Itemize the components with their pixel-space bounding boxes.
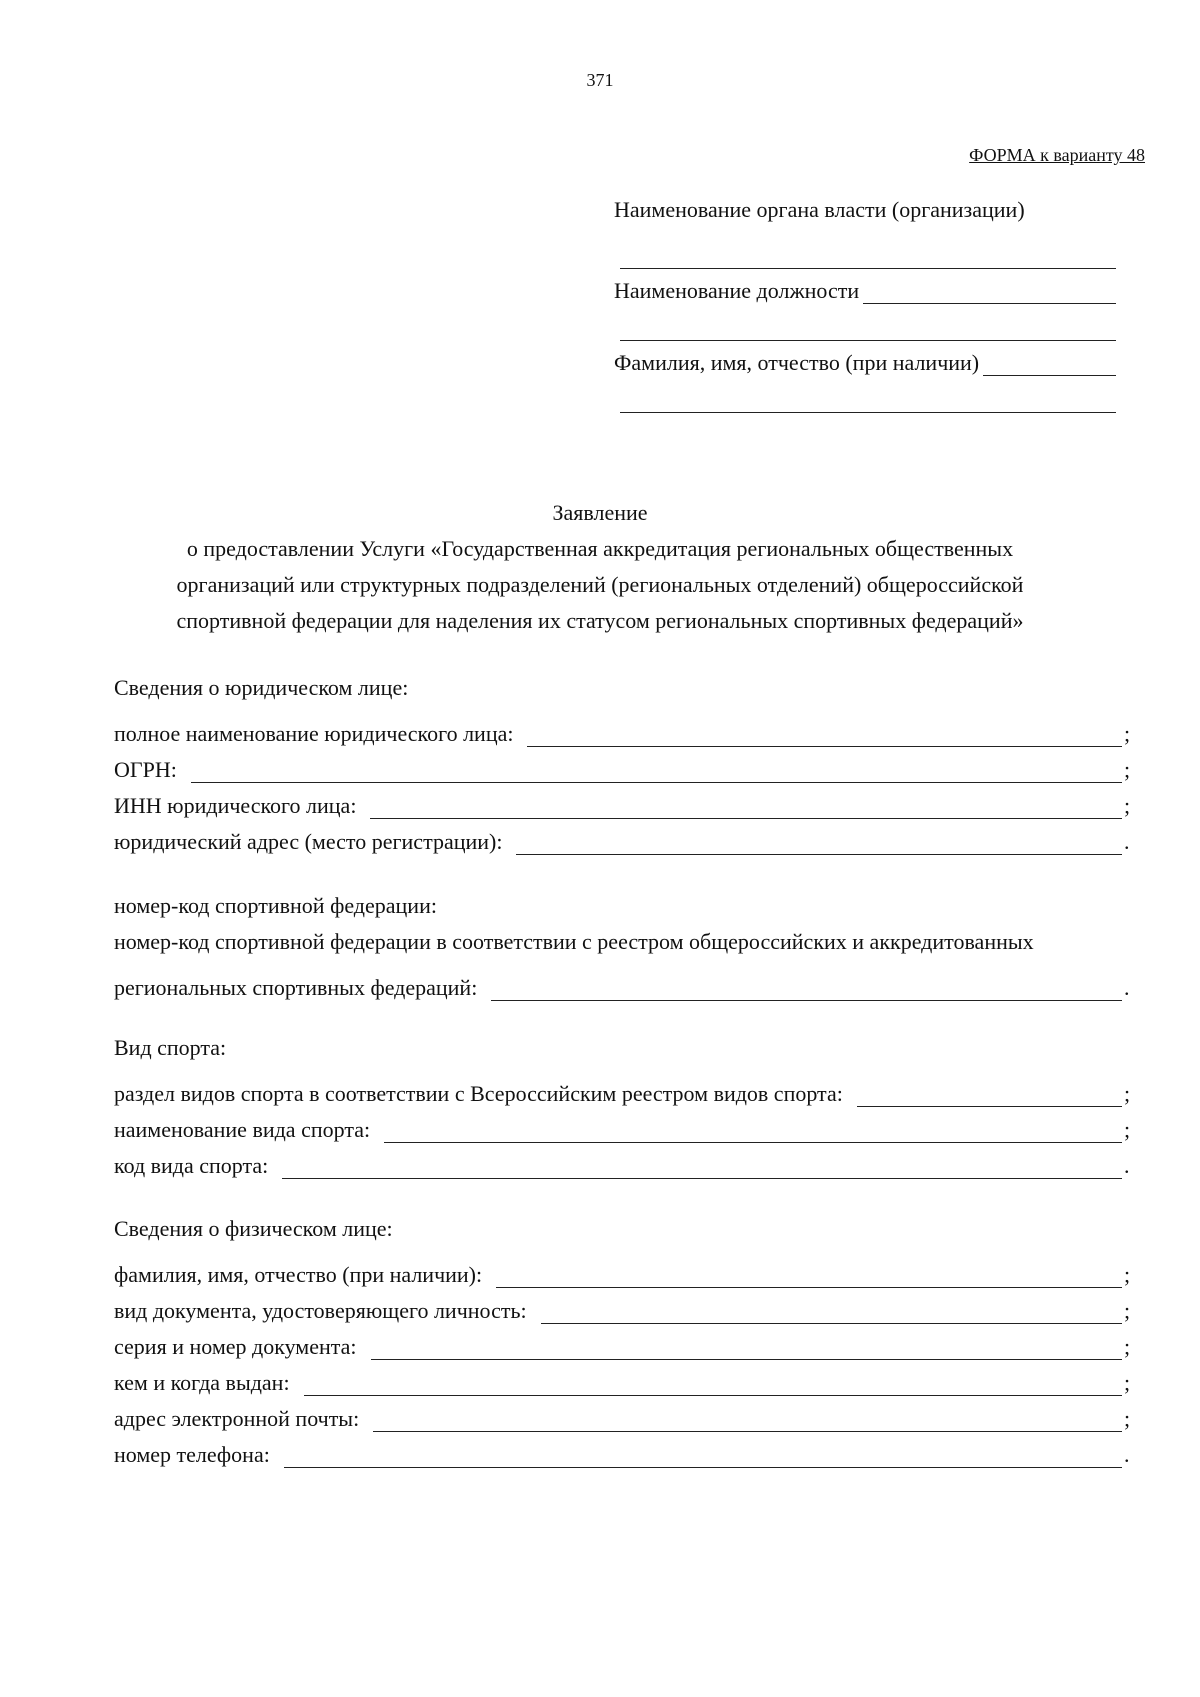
addressee-position-line[interactable] [620,340,1116,341]
period: . [1124,1442,1130,1467]
ogrn-row [114,747,1134,783]
period: . [1124,975,1130,1000]
full-name-label: полное наименование юридического лица: [114,721,514,746]
addressee-authority-line[interactable] [620,268,1116,269]
federation-code-label: региональных спортивных федераций: [114,975,478,1000]
doc-number-row [114,1324,1134,1360]
title-heading: Заявление [552,500,648,525]
title-line-1: о предоставлении Услуги «Государственная аккредитация региональных общественных [186,536,1014,561]
doc-type-field[interactable] [541,1301,1122,1324]
semicolon: ; [1124,1081,1131,1106]
semicolon: ; [1124,721,1131,746]
title-line-3: спортивной федерации для наделения их статусом региональных спортивных федераций» [176,608,1024,633]
sport-header: Вид спорта: [114,1035,227,1060]
semicolon: ; [1124,757,1131,782]
federation-line-1: номер-код спортивной федерации в соответствии с реестром общероссийских и аккредитованных [114,929,1034,954]
semicolon: ; [1124,1298,1131,1323]
inn-field[interactable] [370,796,1122,819]
issued-label: кем и когда выдан: [114,1370,290,1395]
sport-code-row [114,1143,1134,1179]
doc-number-label: серия и номер документа: [114,1334,357,1359]
person-section [114,1216,1134,1468]
legal-address-label: юридический адрес (место регистрации): [114,829,503,854]
email-field[interactable] [373,1409,1122,1432]
federation-code-field[interactable] [491,978,1122,1001]
person-fio-label: фамилия, имя, отчество (при наличии): [114,1262,483,1287]
phone-field[interactable] [284,1445,1122,1468]
sport-code-label: код вида спорта: [114,1153,269,1178]
sport-name-field[interactable] [384,1120,1122,1143]
inn-label: ИНН юридического лица: [114,793,357,818]
phone-label: номер телефона: [114,1442,270,1467]
issued-field[interactable] [304,1373,1122,1396]
ogrn-field[interactable] [191,760,1122,783]
semicolon: ; [1124,1334,1131,1359]
legal-entity-full-name-row [114,711,1134,747]
semicolon: ; [1124,1406,1131,1431]
email-label: адрес электронной почты: [114,1406,360,1431]
addressee-position-label: Наименование должности [614,278,860,303]
addressee-fio-row [614,350,1116,376]
doc-type-label: вид документа, удостоверяющего личность: [114,1298,527,1323]
person-fio-field[interactable] [496,1265,1122,1288]
doc-number-field[interactable] [371,1337,1122,1360]
person-fio-row [114,1252,1134,1288]
semicolon: ; [1124,793,1131,818]
addressee-position-row [614,278,1116,304]
legal-address-row [114,819,1134,855]
semicolon: ; [1124,1117,1131,1142]
ogrn-label: ОГРН: [114,757,177,782]
full-name-field[interactable] [527,724,1122,747]
legal-entity-section [114,675,1134,855]
page-number: 371 [586,70,614,90]
federation-code-row [114,965,1134,1001]
person-header: Сведения о физическом лице: [114,1216,393,1241]
inn-row [114,783,1134,819]
sport-name-label: наименование вида спорта: [114,1117,371,1142]
sport-section [114,1035,1134,1179]
federation-section [114,893,1134,1001]
semicolon: ; [1124,1370,1131,1395]
addressee-fio-line[interactable] [620,412,1116,413]
phone-row [114,1432,1134,1468]
form-label: ФОРМА к варианту 48 [969,145,1145,165]
addressee-authority-label: Наименование органа власти (организации) [614,197,1025,222]
sport-code-field[interactable] [282,1156,1122,1179]
legal-entity-header: Сведения о юридическом лице: [114,675,409,700]
addressee-position-field[interactable] [863,281,1116,304]
sport-section-label: раздел видов спорта в соответствии с Всероссийским реестром видов спорта: [114,1081,843,1106]
document-title [100,495,1100,639]
sport-name-row [114,1107,1134,1143]
legal-address-field[interactable] [516,832,1122,855]
addressee-fio-label: Фамилия, имя, отчество (при наличии) [614,350,980,375]
addressee-fio-field[interactable] [983,353,1116,376]
sport-section-row [114,1071,1134,1107]
issued-row [114,1360,1134,1396]
semicolon: ; [1124,1262,1131,1287]
doc-type-row [114,1288,1134,1324]
email-row [114,1396,1134,1432]
sport-section-field[interactable] [857,1084,1122,1107]
federation-header: номер-код спортивной федерации: [114,893,437,918]
period: . [1124,1153,1130,1178]
period: . [1124,829,1130,854]
title-line-2: организаций или структурных подразделений (региональных отделений) общероссийской [176,572,1024,597]
